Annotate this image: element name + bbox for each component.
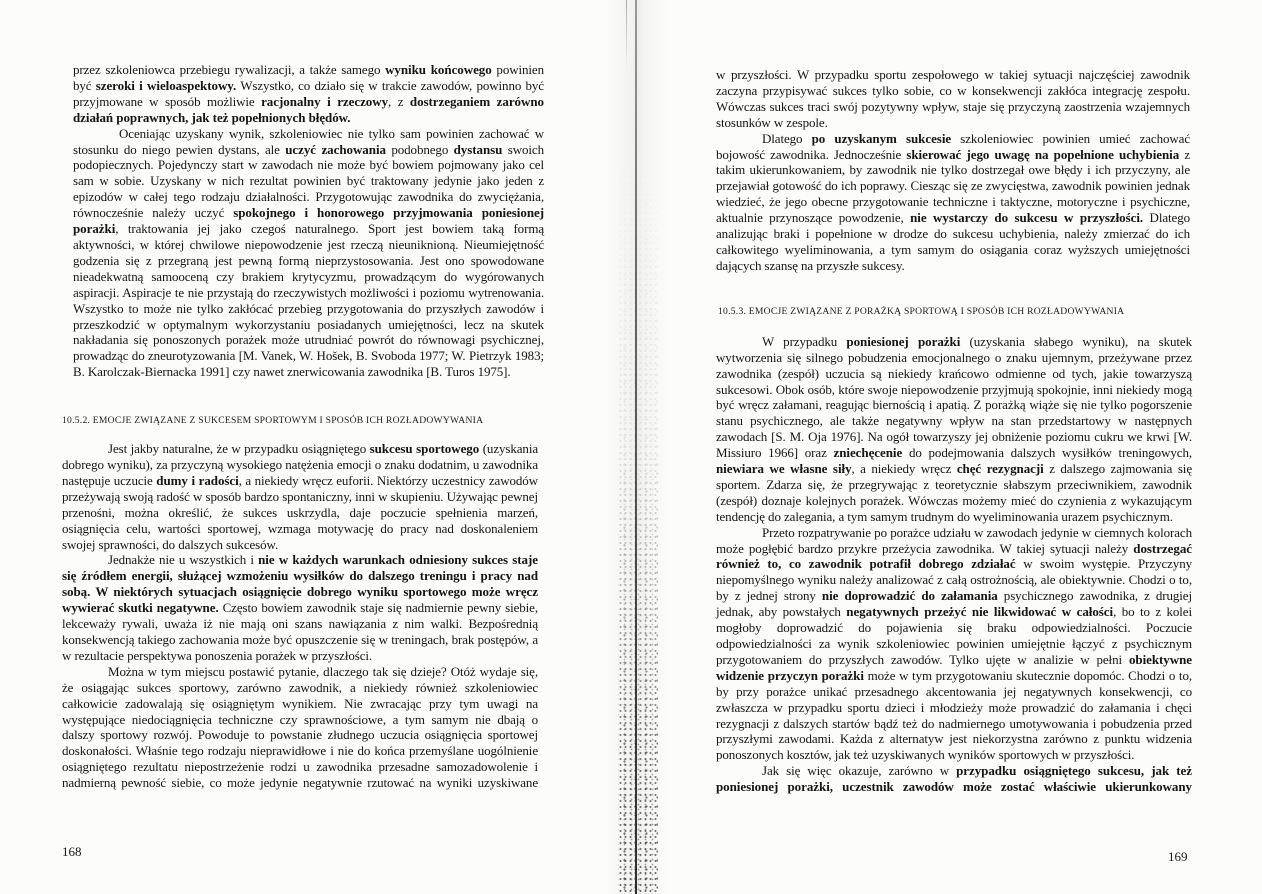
bold-text-run: przypadku osiągniętego sukcesu, jak też poniesionej porażki, uczestnik zawodów może zostać właściwie ukierunkowany — [716, 763, 1192, 795]
text-run: Wszystko, co działo się w trakcie zawodów, powinno być przyjmowane w sposób możliwie — [73, 77, 544, 109]
right-page-section-text — [716, 334, 1192, 795]
text-run: Jednakże nie u wszystkich i — [108, 552, 259, 568]
text-run: przez szkoleniowca przebiegu rywalizacji, a także samego — [73, 62, 386, 77]
text-run: swoich podopiecznych. Pojedynczy start w zawodach nie może być bowiem pojmowany jako cel sam w sobie. Uzyskany w nich rezultat powinien być traktowany jedynie jako jeden z epizodów w całej tego rodzaju działalności. Przygotowując zawodnika do zwyciężania, równocześnie należy uczyć — [73, 141, 544, 221]
paragraph — [716, 334, 1192, 525]
bold-text-run: szeroki i wieloaspektowy. — [95, 77, 237, 93]
text-run: szkoleniowiec powinien umieć zachować bojowość zawodnika. Jednocześnie — [716, 130, 1191, 162]
text-run: , bo to z kolei mogłoby doprowadzić do pojawienia się braku odpowiedzialności. Poczucie odpowiedzialności za wynik szkoleniowiec powinien umiejętnie łączyć z psychicznym przygotowaniem do przyszłych zawodów. Tylko ujęte w analizie w pełni — [716, 604, 1192, 667]
section-heading: 10.5.2. EMOCJE ZWIĄZANE Z SUKCESEM SPORTOWYM I SPOSÓB ICH ROZŁADOWYWANIA — [62, 415, 484, 427]
paragraph — [62, 441, 538, 552]
left-page-section-text — [62, 441, 538, 791]
right-page — [716, 67, 1192, 795]
bold-text-run: po uzyskanym sukcesie — [811, 130, 952, 146]
paragraph — [716, 525, 1192, 764]
paragraph — [62, 552, 538, 663]
right-page-continued-text — [716, 67, 1190, 274]
bold-text-run: racjonalny i rzeczowy — [261, 93, 389, 109]
text-run: (uzyskania dobrego wyniku), za przyczyną wysokiego natężenia emocji o znaku dodatnim, u zawodnika następuje uczucie — [62, 441, 539, 488]
section-heading: 10.5.3. EMOCJE ZWIĄZANE Z PORAŻKĄ SPORTOWĄ I SPOSÓB ICH ROZŁADOWYWANIA — [718, 305, 1125, 317]
bold-text-run: nie w każdych warunkach odniesiony sukces staje się źródłem energii, służącej wzmożeniu wysiłków do dalszego treningu i pracy nad sobą. W niektórych sytuacjach osiągnięcie dobrego wyniku sportowego może wręcz wywierać skutki negatywne. — [62, 552, 538, 616]
bold-text-run: uczyć zachowania — [285, 141, 386, 157]
text-run: Jak się więc okazuje, zarówno w — [762, 763, 957, 779]
text-run: Często bowiem zawodnik staje się nadmiernie pewny siebie, lekceważy rywali, uważa iż nie mają oni szans nawiązania z nim walki. Bezpośrednią konsekwencją takiego zachowania może być opuszczenie się w treningach, brak postępów, a w rezultacie perspektywa ponoszenia porażek w przyszłości. — [62, 600, 538, 663]
bold-text-run: dostrzeganiem zarówno działań poprawnych, jak też popełnionych błędów. — [73, 93, 544, 125]
text-run: Jest jakby naturalne, że w przypadku osiągniętego — [108, 441, 370, 457]
text-run: w przyszłości. W przypadku sportu zespołowego w takiej sytuacji najczęściej zawodnik zaczyna przypisywać sukces tylko sobie, co w konsekwencji zakłóca integrację zespołu. Wówczas sukces traci swój pozytywny wpływ, staje się przyczyną zaostrzenia wzajemnych stosunków w zespole. — [716, 67, 1190, 130]
book-gutter — [606, 0, 670, 894]
bold-text-run: negatywnych przeżyć nie likwidować w całości — [846, 604, 1114, 620]
left-page-continued-text — [73, 62, 544, 380]
bold-text-run: spokojnego i honorowego przyjmowania poniesionej porażki — [73, 205, 544, 237]
page-number: 169 — [1168, 849, 1188, 864]
bold-text-run: poniesionej porażki — [846, 333, 961, 349]
text-run: z takim ukierunkowaniem, by zawodnik nie tylko dostrzegał owe błędy i ich przyczyny, ale przejawiał gotowość do ich poprawy. Ciesząc się ze zwycięstwa, zawodnik powinien jednak wiedzieć, że jego obecne przygotowanie techniczne i taktyczne, motoryczne i psychiczne, aktualnie przynoszące powodzenie, — [716, 146, 1191, 226]
bold-text-run: obiektywne widzenie przyczyn porażki — [716, 651, 1192, 683]
bold-text-run: dystansu — [453, 141, 503, 157]
bold-text-run: chęć rezygnacji — [956, 461, 1044, 477]
text-run: , z — [388, 93, 410, 109]
text-run: , a niekiedy wręcz — [851, 461, 957, 477]
paragraph — [62, 664, 538, 791]
bold-text-run: dostrzegać również to, co zawodnik potrafił dobrego zdziałać — [716, 540, 1192, 572]
bold-text-run: sukcesu sportowego — [369, 441, 480, 457]
paragraph — [73, 126, 544, 381]
text-run: w swoim występie. Przyczyny niepomyślnego wyniku należy analizować z całą ostrożnością, ale obiektywnie. Chodzi o to, by z jednej strony — [716, 556, 1193, 604]
page-number: 168 — [62, 844, 82, 859]
text-run: może w tym przygotowaniu skutecznie dopomóc. Chodzi o to, by przy porażce unikać przesadnego akcentowania jej negatywnych konsekwencji, co zwłaszcza w przypadku sportu dzieci i młodzieży może prowadzić do załamania i chęci rezygnacji z dalszych startów bądź też do nadmiernego umotywowania i pobudzenia przed przyszłymi zawodami. Każda z alternatyw jest niekorzystna zarówno z punktu widzenia ponoszonych kosztów, jak też uzyskiwanych wyników sportowych w przyszłości. — [716, 667, 1192, 763]
left-page — [62, 62, 546, 791]
text-run: z dalszego zajmowania się sportem. Zdarza się, że przegrywając z teoretycznie słabszym przeciwnikiem, zawodnik (zespół) doznaje kolejnych porażek. Wówczas możemy mieć do czynienia z wykazującym tendencję do zalegania, a tym samym trudnym do wyeliminowania urazem psychicznym. — [716, 461, 1192, 524]
scan-noise — [618, 150, 658, 894]
text-run: Oceniając uzyskany wynik, szkoleniowiec nie tylko sam powinien zachować w stosunku do niego pewien dystans, ale — [73, 125, 544, 157]
bold-text-run: zniechęcenie — [833, 445, 903, 461]
text-run: psychicznego zawodnika, z drugiej jednak, aby powstałych — [716, 588, 1192, 620]
text-run: Można w tym miejscu postawić pytanie, dlaczego tak się dzieje? Otóż wydaje się, że osiągając sukces sportowy, zarówno zawodnik, a niekiedy również szkoleniowiec całkowicie zadowalają się osiągniętym wynikiem. Nie zwracając przy tym uwagi na występujące niedociągnięcia techniczne czy sprawnościowe, a tym samym nie dbają o dalszy sportowy rozwój. Powoduje to powstanie złudnego uczucia osiągnięcia sportowej doskonałości. Właśnie tego rodzaju nieprawidłowe i nie do końca przemyślane uogólnienie osiągniętego rezultatu niepostrzeżenie rodzi u zawodnika przesadne samozadowolenie i nadmierną pewność siebie, co może jedynie negatywnie rzutować na wyniki uzyskiwane — [62, 663, 538, 791]
bold-text-run: nie wystarczy do sukcesu w przyszłości. — [910, 210, 1144, 226]
text-run: Przeto rozpatrywanie po porażce udziału w zawodach jedynie w ciemnych kolorach może pogłębić bardzo przykre przeżycia zawodnika. W takiej sytuacji należy — [716, 524, 1192, 556]
text-run: (uzyskania słabego wyniku), na skutek wytworzenia się silnego pobudzenia emocjonalnego o znaku ujemnym, przeżywane przez zawodnika (zespół) uczucia są niekiedy krańcowo odmienne od tych, jakie towarzyszą sukcesowi. Obok osób, które swoje niepowodzenie przyjmują spokojnie, inni niekiedy mogą być wręcz załamani, reagując biernością i apatią. Z porażką wiąże się nie tylko pogorszenie stanu psychicznego, ale także negatywny wpływ na stan przedstartowy w następnych zawodach [S. M. Oja 1976]. Na ogół towarzyszy jej obniżenie poziomu cukru we krwi [W. Missiuro 1966] oraz — [716, 333, 1192, 461]
paragraph — [716, 131, 1190, 274]
bold-text-run: dumy i radości — [156, 472, 239, 488]
paragraph — [73, 62, 544, 126]
paragraph — [716, 67, 1190, 131]
bold-text-run: nie doprowadzić do załamania — [821, 588, 998, 604]
text-run: do podejmowania dalszych wysiłków treningowych, — [902, 445, 1192, 461]
text-run: Dlatego — [762, 130, 812, 146]
text-run: Dlatego analizując braki i popełnione w drodze do sukcesu uchybienia, należy zmierzać do ich całkowitego wyeliminowania, a tym samym do osiągania coraz wyższych umiejętności dających szansę na przyszłe sukcesy. — [716, 210, 1190, 273]
bold-text-run: wyniku końcowego — [385, 62, 492, 77]
bold-text-run: niewiara we własne siły — [716, 461, 852, 477]
text-run: W przypadku — [762, 333, 847, 349]
bold-text-run: skierować jego uwagę na popełnione uchybienia — [906, 146, 1180, 162]
text-run: , traktowania jej jako czegoś naturalnego. Sport jest bowiem taką formą aktywności, w której chwilowe niepowodzenie jest rzeczą nieuniknioną. Nieumiejętność godzenia się z przegraną jest pewną formą nieprzystosowania. Jest ono spowodowane nieadekwatną samooceną czy brakiem krytycyzmu, prowadzącym do wygórowanych aspiracji. Aspiracje te nie przystają do rzeczywistych możliwości i poziomu wytrenowania. Wszystko to może nie tylko zakłócać przebieg przygotowania do przyszłych zawodów i przeszkodzić w optymalnym wykorzystaniu posiadanych umiejętności, lecz na skutek nakładania się ponoszonych porażek może utrudniać powrót do równowagi psychicznej, prowadząc do zneurotyzowania [M. Vanek, W. Hošek, B. Svoboda 1977; W. Pietrzyk 1983; B. Karolczak-Biernacka 1991] czy nawet znerwicowania zawodnika [B. Turos 1975]. — [73, 221, 544, 380]
text-run: , a niekiedy wręcz euforii. Niektórzy uczestnicy zawodów przeżywają swoją radość w sposób bardzo spontaniczny, inni w skupieniu. Używając pewnej przenośni, można określić, że sukces uskrzydla, daje poczucie spełnienia marzeń, osiągnięcia celu, wartości sportowej, wzmaga motywację do pracy nad doskonaleniem swojej sprawności, do dalszych sukcesów. — [62, 472, 538, 552]
paragraph — [716, 763, 1192, 795]
gutter-fold-mark — [626, 0, 627, 70]
text-run: powinien być — [73, 62, 545, 93]
text-run: podobnego — [385, 141, 454, 157]
